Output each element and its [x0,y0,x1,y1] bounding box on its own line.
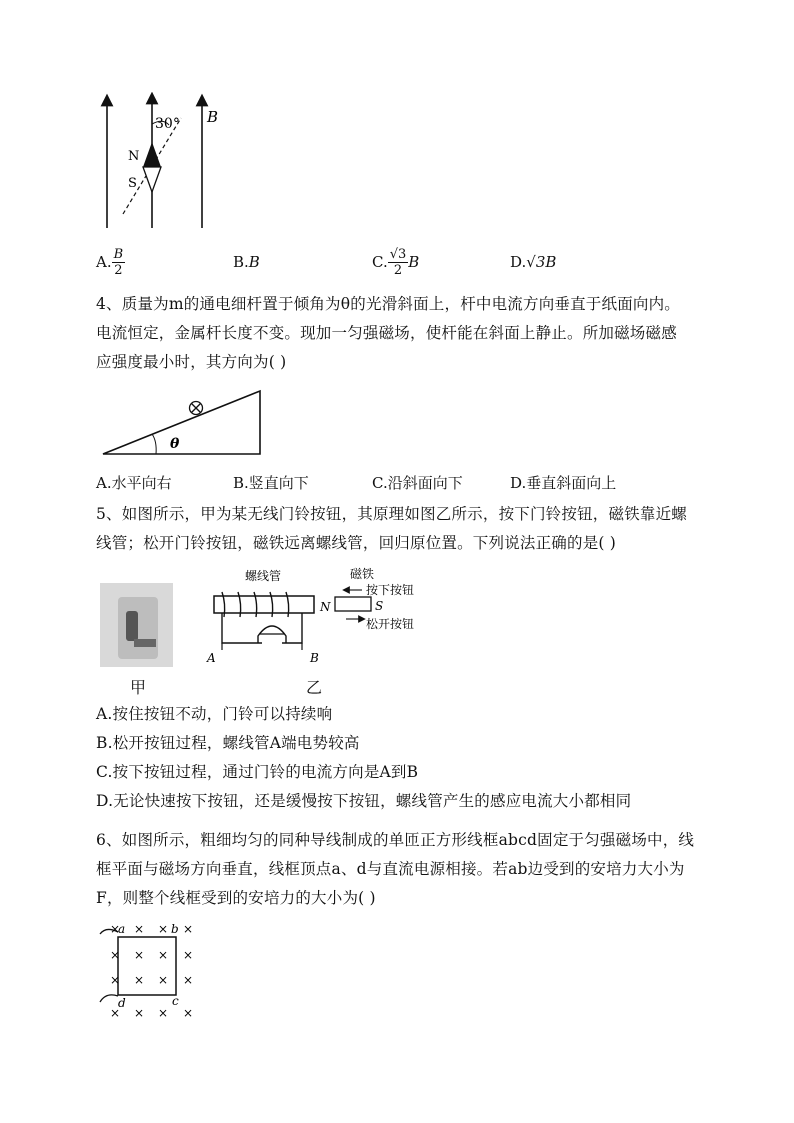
q3-option-a-prefix: A. [96,253,112,271]
q3-option-c-num: √3 [389,246,407,262]
field-cross-mark: × [158,973,169,987]
solenoid-n-label: N [320,600,331,614]
field-cross-mark: × [110,1006,121,1020]
theta-arc [152,434,156,454]
theta-label: θ [170,436,180,452]
wire-right [282,613,302,643]
compass-south-half [143,167,161,192]
q3-option-b-text: B [248,253,260,271]
q5-stem [96,500,716,558]
field-cross-mark: × [110,948,121,962]
compass-north-half [143,142,161,167]
field-cross-mark: × [134,973,145,987]
terminal-a-label: A [207,651,216,665]
magnet-label: 磁铁 [350,567,375,581]
field-cross-mark: × [110,922,121,936]
q6-stem [96,826,716,913]
field-label: B [207,108,219,126]
solenoid-body [214,596,314,613]
q4-option-c[interactable]: C.沿斜面向下 [372,474,463,492]
q4-line-1: 4、质量为m的通电细杆置于倾角为θ的光滑斜面上，杆中电流方向垂直于纸面向内。 [96,295,680,313]
doorbell-circuit-figure [200,566,430,666]
field-cross-mark: × [183,973,194,987]
vertex-a-label: a [118,922,126,936]
angle-label: 30° [155,116,180,132]
q3-option-d-text: √3B [526,253,557,271]
bell-icon [258,626,286,643]
q6-line-3: F，则整个线框受到的安培力的大小为( ) [96,889,376,907]
q6-line-2: 框平面与磁场方向垂直，线框顶点a、d与直流电源相接。若ab边受到的安培力大小为 [96,860,685,878]
solenoid-label: 螺线管 [245,569,282,583]
release-label: 松开按钮 [366,617,415,631]
south-label: S [128,176,137,191]
field-cross-mark: × [158,922,169,936]
q5-option-a[interactable]: A.按住按钮不动，门铃可以持续响 [96,705,333,723]
current-into-page-icon [190,402,203,415]
q4-option-d[interactable]: D.垂直斜面向上 [510,474,617,492]
magnet-bar [335,597,371,611]
field-cross-mark: × [134,1006,145,1020]
north-label: N [128,149,140,164]
vertex-b-label: b [171,922,179,936]
incline-figure [100,388,270,460]
field-cross-mark: × [134,922,145,936]
q5-line-2: 线管；松开门铃按钮，磁铁远离螺线管，回归原位置。下列说法正确的是( ) [96,534,617,552]
q3-option-d-prefix: D. [510,253,527,271]
field-cross-mark: × [134,948,145,962]
field-cross-mark: × [183,948,194,962]
q3-option-c-fraction [388,247,409,278]
q4-option-a[interactable]: A.水平向右 [96,474,172,492]
q3-option-c[interactable] [372,244,419,280]
field-cross-mark: × [183,922,194,936]
q4-option-b[interactable]: B.竖直向下 [233,474,309,492]
square-loop-figure [96,918,206,1023]
magnet-s-label: S [375,599,384,613]
figure-jia-label: 甲 [130,678,147,697]
q5-option-c[interactable]: C.按下按钮过程，通过门铃的电流方向是A到B [96,763,419,781]
q3-option-b[interactable] [233,244,260,280]
field-cross-mark: × [158,1006,169,1020]
q3-option-c-prefix: C. [372,253,388,271]
q3-option-c-suffix: B [408,253,420,271]
q4-line-2: 电流恒定，金属杆长度不变。现加一匀强磁场，使杆能在斜面上静止。所加磁场磁感 [96,324,677,342]
q3-option-a-num: B [113,246,124,262]
q3-option-b-prefix: B. [233,253,249,271]
q5-option-d[interactable]: D.无论快速按下按钮，还是缓慢按下按钮，螺线管产生的感应电流大小都相同 [96,792,632,810]
incline-triangle [103,391,260,454]
field-cross-mark: × [158,948,169,962]
q3-option-d[interactable] [510,244,556,280]
q4-line-3: 应强度最小时，其方向为( ) [96,353,287,371]
press-label: 按下按钮 [366,583,415,597]
doorbell-button-photo [100,583,173,667]
figure-yi-label: 乙 [306,678,323,697]
vertex-c-label: c [172,994,179,1008]
q3-option-c-den: 2 [393,262,403,278]
vertex-d-label: d [118,996,126,1010]
q6-line-1: 6、如图所示，粗细均匀的同种导线制成的单匝正方形线框abcd固定于匀强磁场中，线 [96,831,695,849]
q5-options [96,700,716,816]
wire-left [222,613,262,643]
q3-option-a[interactable] [96,244,125,280]
compass-field-figure [95,92,235,232]
terminal-b-label: B [310,651,319,665]
q3-option-a-fraction [112,247,126,278]
q5-option-b[interactable]: B.松开按钮过程，螺线管A端电势较高 [96,734,360,752]
q5-line-1: 5、如图所示，甲为某无线门铃按钮，其原理如图乙所示，按下门铃按钮，磁铁靠近螺 [96,505,687,523]
field-cross-mark: × [183,1006,194,1020]
field-cross-mark: × [110,973,121,987]
power-lead-bottom [100,995,118,1002]
q3-option-a-den: 2 [114,262,123,278]
q4-stem [96,290,716,377]
